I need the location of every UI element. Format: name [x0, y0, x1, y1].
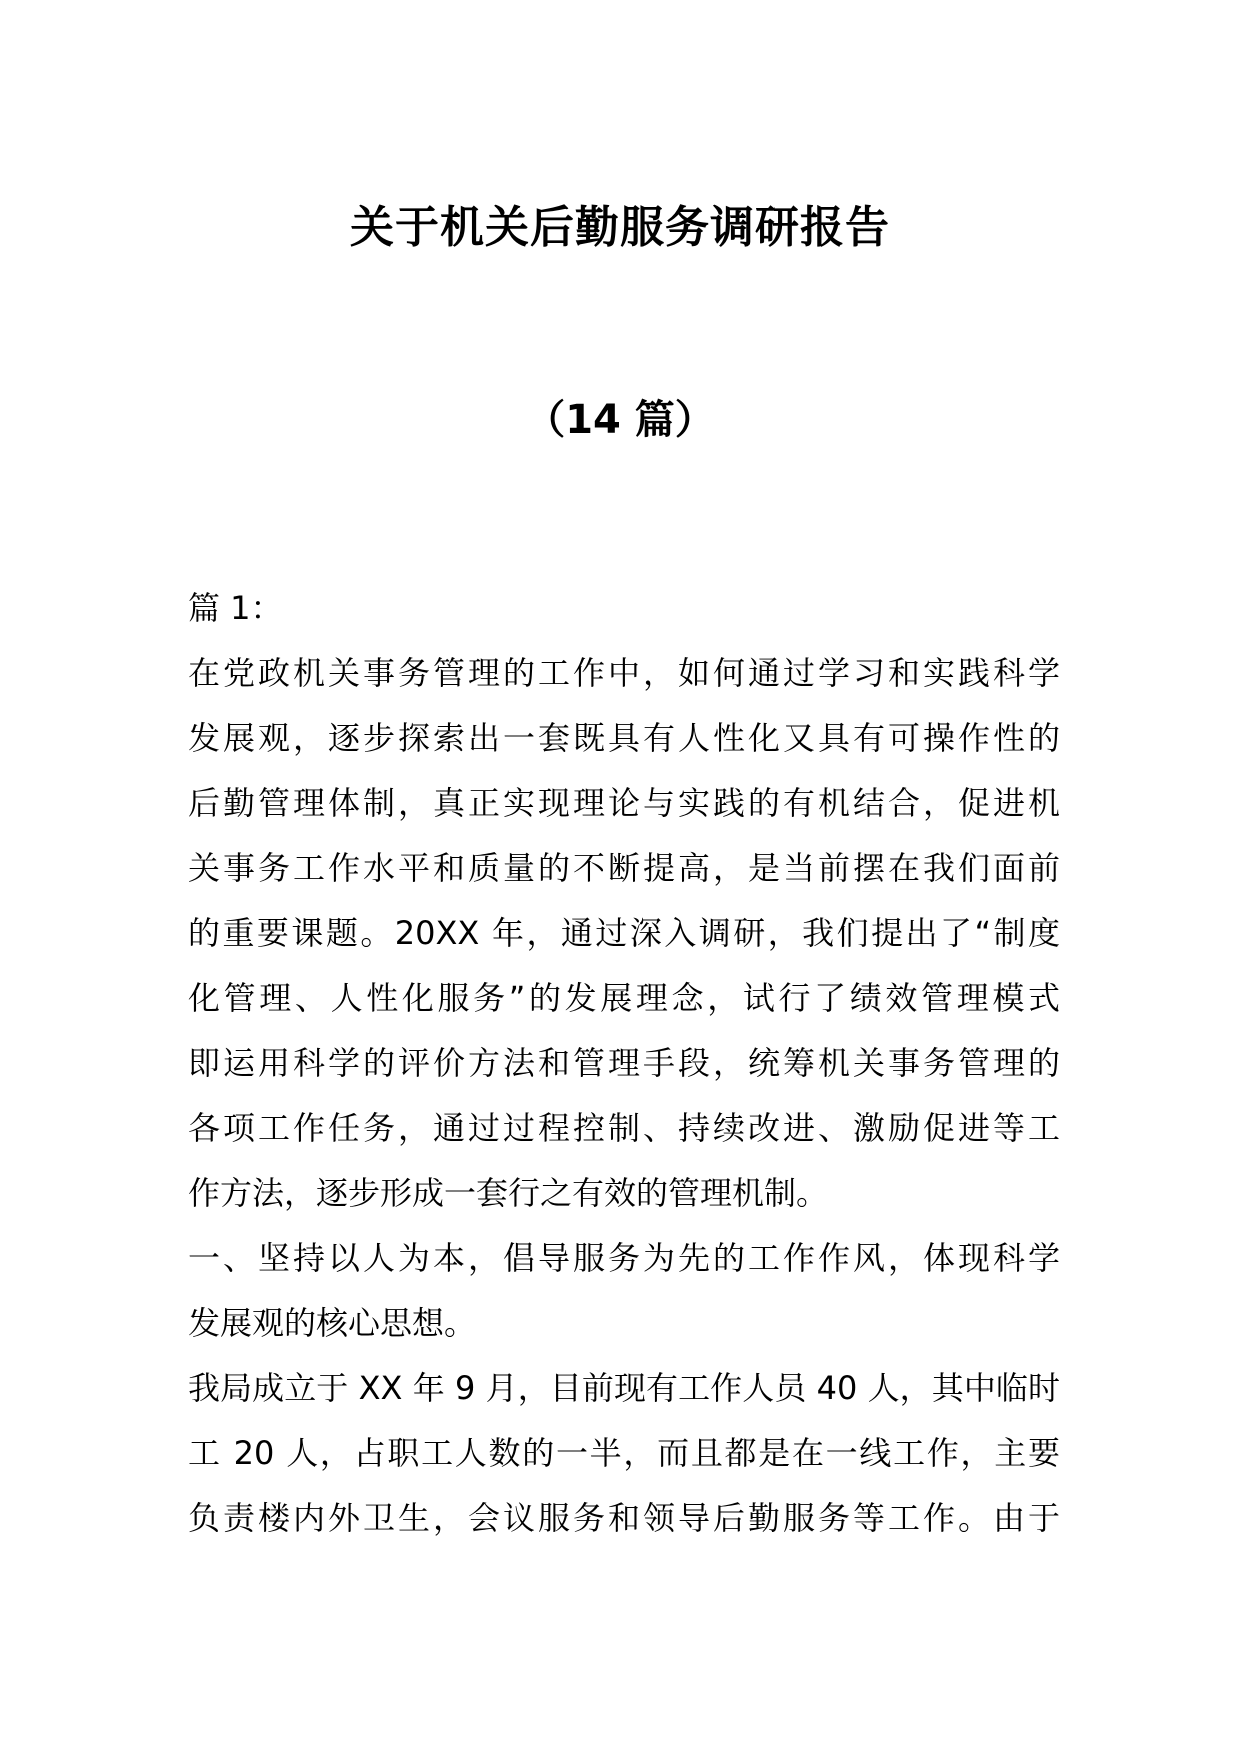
body-text-line: 工 20 人，占职工人数的一半，而且都是在一线工作，主要 [188, 1434, 1060, 1472]
document-body [188, 576, 1060, 1551]
body-text-line: 即运用科学的评价方法和管理手段，统筹机关事务管理的 [188, 1044, 1060, 1082]
body-text-line: 发展观的核心思想。 [188, 1304, 477, 1342]
document-title: 关于机关后勤服务调研报告 [350, 202, 890, 253]
body-text-line: 一、坚持以人为本，倡导服务为先的工作作风，体现科学 [188, 1239, 1060, 1277]
body-text-line: 在党政机关事务管理的工作中，如何通过学习和实践科学 [188, 654, 1060, 692]
body-text-line: 各项工作任务，通过过程控制、持续改进、激励促进等工 [188, 1109, 1060, 1147]
body-text-line: 作方法，逐步形成一套行之有效的管理机制。 [188, 1174, 829, 1212]
body-text-line: 后勤管理体制，真正实现理论与实践的有机结合，促进机 [188, 784, 1060, 822]
body-text-line: 化管理、人性化服务”的发展理念，试行了绩效管理模式 [188, 979, 1060, 1017]
body-text-line: 我局成立于 XX 年 9 月，目前现有工作人员 40 人，其中临时 [188, 1369, 1060, 1407]
body-text-line: 负责楼内外卫生，会议服务和领导后勤服务等工作。由于 [188, 1499, 1060, 1537]
body-text-line: 篇 1： [188, 589, 283, 627]
body-text-line: 的重要课题。20XX 年，通过深入调研，我们提出了“制度 [188, 914, 1060, 952]
document-subtitle: （14 篇） [525, 397, 715, 443]
body-text-line: 关事务工作水平和质量的不断提高，是当前摆在我们面前 [188, 849, 1060, 887]
body-text-line: 发展观，逐步探索出一套既具有人性化又具有可操作性的 [188, 719, 1060, 757]
